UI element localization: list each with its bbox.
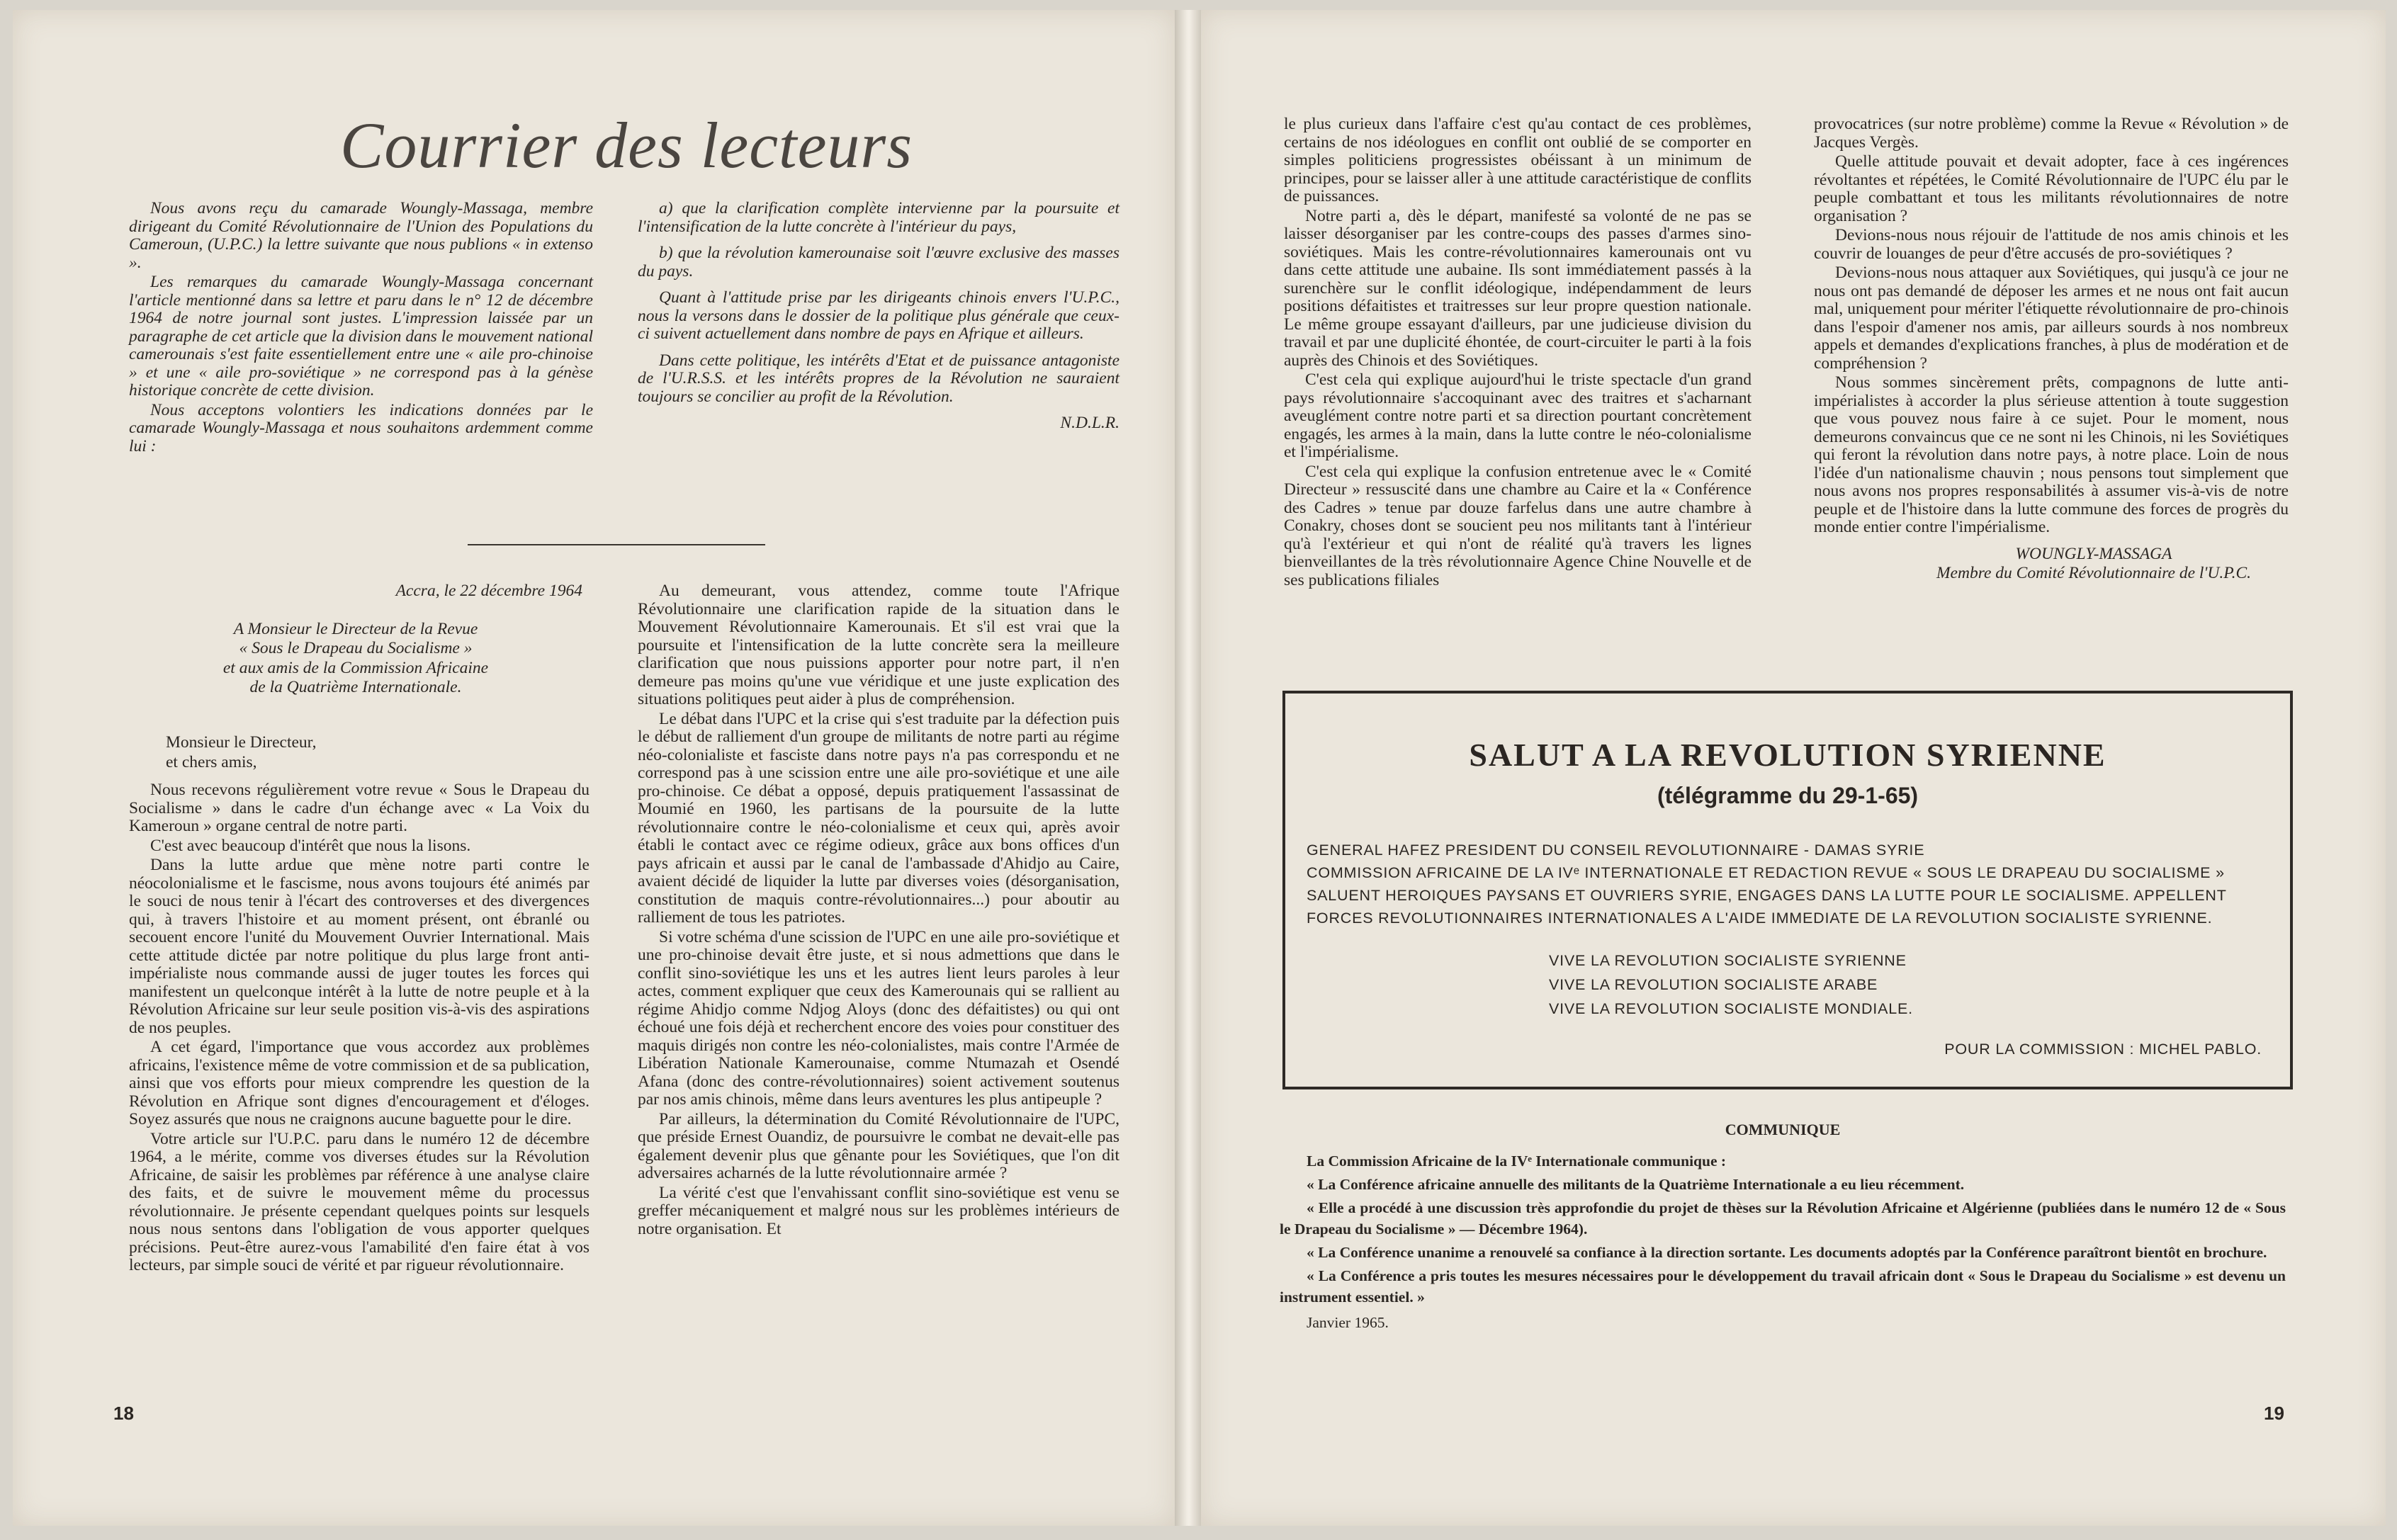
communique-paragraph: « La Conférence africaine annuelle des militants de la Quatrième Internationale a eu lieu récemment. [1307,1176,1965,1193]
body-paragraph: Au demeurant, vous attendez, comme toute l'Afrique Révolutionnaire une clarification rapide de la situation dans le Mouvement Révolutionnaire Kamerounais. Et s'il est vrai que la poursuite et l'intensification de la lutte concrète sera la meilleure clarification que nous puissions apporter pour notre part, il n'en demeure pas moins qu'une vue véridique et une juste explication des situations politiques peut aider à plus de compréhension. [638,582,1119,708]
telegram-signature: POUR LA COMMISSION : MICHEL PABLO. [1944,1041,2262,1058]
intro-paragraph: Nous avons reçu du camarade Woungly-Massaga, membre dirigeant du Comité Révolutionnaire de l'Union des Populations du Cameroun, (U.P.C.) la lettre suivante que nous publions « in extenso ». [129,199,593,272]
letter-column-4 [1814,115,2289,584]
telegram-line: GENERAL HAFEZ PRESIDENT DU CONSEIL REVOLUTIONNAIRE - DAMAS SYRIE [1307,842,1925,859]
book-spine [1175,10,1201,1526]
telegram-title: SALUT A LA REVOLUTION SYRIENNE [1469,737,2106,773]
communique-paragraph: « Elle a procédé à une discussion très approfondie du projet de thèses sur la Révolution Africaine et Algérienne (publiées dans le numéro 12 de « Sous le Drapeau du Socialisme » — Décembre 1964). [1280,1199,2286,1238]
communique-paragraph: La Commission Africaine de la IVᵉ Internationale communique : [1307,1153,1727,1170]
salutation-line: Monsieur le Directeur, [166,733,317,752]
letter-column-1 [129,734,590,1276]
body-paragraph: Par ailleurs, la détermination du Comité Révolutionnaire de l'UPC, que préside Ernest Ouandiz, de poursuivre le combat ne devait-elle pas également devenir plus que gênante pour les Soviétiques, que l'on dit adversaires acharnés de la lutte révolutionnaire armée ? [638,1109,1119,1182]
communique-paragraph: « La Conférence unanime a renouvelé sa confiance à la direction sortante. Les documents adoptés par la Conférence paraîtront bientôt en brochure. [1307,1244,2267,1261]
letter-column-3 [1284,115,1752,591]
intro-right-paragraph: Quant à l'attitude prise par les dirigeants chinois envers l'U.P.C., nous la versons dans le dossier de la politique plus générale que ceux-ci suivent actuellement dans nombre de pays en Afrique et ailleurs. [638,288,1119,343]
salutation-line: et chers amis, [166,752,257,771]
intro-right-paragraph: Dans cette politique, les intérêts d'Etat et de puissance antagoniste de l'U.R.S.S. et les intérêts propres de la Révolution ne sauraient toujours se concilier au profit de la Révolution. [638,351,1119,406]
communique-heading: COMMUNIQUE [1725,1121,1841,1138]
slogan-line: VIVE LA REVOLUTION SOCIALISTE SYRIENNE [1549,952,1907,969]
slogan-line: VIVE LA REVOLUTION SOCIALISTE ARABE [1549,976,1878,993]
address-line: et aux amis de la Commission Africaine [222,658,489,677]
body-paragraph: Nous recevons régulièrement votre revue « Sous le Drapeau du Socialisme » dans le cadre d'un échange avec « La Voix du Kameroun » organe central de notre parti. [129,781,590,835]
telegram-box [1282,691,2293,1089]
body-paragraph: C'est cela qui explique aujourd'hui le triste spectacle d'un grand pays révolutionnaire s'accoquinant avec des traitres et s'acharnant aveuglément contre notre parti et sa direction pourtant concrètement engagés, les armes à la main, dans la lutte contre le néo-colonialisme et l'impérialisme. [1284,370,1752,461]
body-paragraph: Quelle attitude pouvait et devait adopter, face à ces ingérences révoltantes et répétées, le Comité Révolutionnaire de l'UPC élu par le peuple combattant et tous les militants révolutionnaires de notre organisation ? [1814,152,2289,225]
page-title: Courrier des lecteurs [340,109,913,181]
telegram-subtitle: (télégramme du 29-1-65) [1657,783,1919,808]
page-number-left: 18 [113,1403,134,1424]
body-paragraph: C'est cela qui explique la confusion entretenue avec le « Comité Directeur » ressuscité dans une chambre au Caire et la « Conférence des Cadres » tenue par douze farfelus dans une autre chambre à Conakry, choses dont se soucient peu nos militants tant à l'intérieur qu'à l'extérieur et qui n'ont de réalité qu'à travers les lignes bienveillantes de la très révolutionnaire Agence Chine Nouvelle et de ses publications filiales [1284,462,1752,589]
telegram-body [1307,839,2270,929]
body-paragraph: Le débat dans l'UPC et la crise qui s'est traduite par la défection puis le début de ralliement d'un groupe de militants de notre parti au régime néo-colonialiste et fasciste dans notre pays n'a pas correspondu et ne correspond pas à une scission entre une aile pro-soviétique et une aile pro-chinoise. Ce débat a opposé, depuis pratiquement l'assassinat de Moumié en 1960, les partisans de la poursuite de la lutte révolutionnaire contre le néo-colonialisme et ceux qui, après avoir établi le contact avec ce régime odieux, grâce aux bons offices d'un pays africain et aussi par le canal de l'ambassade d'Ahidjo au Caire, avaient décidé de liquider la lutte par diverses voies (désorganisation, constitution de maquis contre-révolutionnaires...) pour aboutir au ralliement de tous les patriotes. [638,709,1119,927]
letter-column-2 [638,582,1119,1240]
intro-paragraph: Les remarques du camarade Woungly-Massaga concernant l'article mentionné dans sa lettre et paru dans le n° 12 de décembre 1964 de notre journal sont justes. L'impression laissée par un paragraphe de cet article que la division dans le mouvement national camerounais s'est faite essentiellement entre une « aile pro-chinoise » et une « aile pro-soviétique » ne correspond pas à la génèse historique concrète de cette division. [129,273,593,400]
communique-date: Janvier 1965. [1307,1314,1389,1331]
ndlr-sign: N.D.L.R. [1060,414,1119,432]
letter-date: Accra, le 22 décembre 1964 [395,582,582,600]
body-paragraph: C'est avec beaucoup d'intérêt que nous la lisons. [150,836,471,855]
communique-paragraph: « La Conférence a pris toutes les mesures nécessaires pour le développement du travail africain dont « Sous le Drapeau du Socialisme » est devenu un instrument essentiel. » [1280,1267,2286,1306]
page-number-right: 19 [2264,1403,2284,1424]
body-paragraph: Si votre schéma d'une scission de l'UPC en une aile pro-soviétique et une pro-chinoise devait être juste, et si nous admettions que dans le conflit sino-soviétique les uns et les autres lient leurs paroles à leur actes, comment expliquer que ceux des Kamerounais qui se rallient au régime Ahidjo comme Ndjog Aloys (donc des défaitistes) ou qui ont échoué une fois déjà et recherchent encore des voies pour constituer des maquis dirigés non contre les néo-colonialistes, mais contre l'Armée de Libération Nationale Kamerounaise, comme Ntumazah et Osendé Afana (donc des contre-révolutionnaires) soient activement soutenus par nos amis chinois, même dans leurs aventures les plus antipeuple ? [638,927,1119,1109]
address-line: de la Quatrième Internationale. [249,678,462,696]
divider-rule [468,544,765,545]
communique-section [1280,1119,2286,1335]
letter-header [129,582,582,698]
intro-right-paragraph: b) que la révolution kamerounaise soit l'œuvre exclusive des masses du pays. [638,244,1119,281]
slogan-line: VIVE LA REVOLUTION SOCIALISTE MONDIALE. [1549,1000,1913,1017]
intro-right-column [638,200,1119,434]
body-paragraph: Dans la lutte ardue que mène notre parti contre le néocolonialisme et le fascisme, nous avons toujours été animés par le souci de nous tenir à l'écart des controverses et des divergences qui, à travers l'histoire et au moment présent, ont ébranlé ou secouent encore l'unité du Mouvement Ouvrier International. Mais cette attitude dictée par notre politique du plus large front anti-impérialiste nous commande aussi de juger toutes les forces qui manifestent un quelconque intérêt à la lutte de notre peuple et à la Révolution Africaine sur leur seule position vis-à-vis des aspirations de nos peuples. [129,856,590,1037]
intro-right-paragraph: a) que la clarification complète intervienne par la poursuite et l'intensification de la lutte concrète à l'intérieur du pays, [638,199,1119,236]
telegram-slogans [1549,949,2187,1021]
address-line: A Monsieur le Directeur de la Revue [233,619,478,638]
body-paragraph: La vérité c'est que l'envahissant conflit sino-soviétique est venu se greffer mécaniquement et malgré nous sur les problèmes intérieurs de notre organisation. Et [638,1183,1119,1238]
address-line: « Sous le Drapeau du Socialisme » [239,639,473,657]
signature-role: Membre du Comité Révolutionnaire de l'U.P.C. [1936,564,2252,582]
body-paragraph: le plus curieux dans l'affaire c'est qu'au contact de ces problèmes, certains de nos idéologues en conflit ont oublié de se comporter en simples politiciens progressistes obéissant à un minimum de principes, pour se laisser aller à une attitude caractéristique de conflits de puissances. [1284,115,1752,205]
body-paragraph: Devions-nous nous réjouir de l'attitude de nos amis chinois et les couvrir de louanges de peur d'être accusés de pro-soviétiques ? [1814,226,2289,263]
body-paragraph: provocatrices (sur notre problème) comme la Revue « Révolution » de Jacques Vergès. [1814,115,2289,152]
telegram-line: COMMISSION AFRICAINE DE LA IVᵉ INTERNATIONALE ET REDACTION REVUE « SOUS LE DRAPEAU DU SOCIALISME » SALUENT HEROIQUES PAYSANS ET OUVRIERS SYRIE, ENGAGES DANS LA LUTTE POUR LE SOCIALISME. APPELLENT FORCES REVOLUTIONNAIRES INTERNATIONALES A L'AIDE IMMEDIATE DE LA REVOLUTION SOCIALISTE SYRIENNE. [1307,864,2227,927]
intro-column [129,200,593,457]
body-paragraph: Nous sommes sincèrement prêts, compagnons de lutte anti-impérialistes à accorder la plus sérieuse attention à toute suggestion que vous pouvez nous faire à ce sujet. Pour le moment, nous demeurons convaincus que ce ne sont ni les Chinois, ni les Soviétiques qui feront la révolution dans notre pays, à notre place. Loin de nous l'idée d'un nationalisme chauvin ; nous pensons tout simplement que nous avons nos propres responsabilités à assumer vis-à-vis de notre peuple et de l'histoire dans la lutte commune des forces de progrès du monde entier contre l'impérialisme. [1814,373,2289,536]
intro-paragraph: Nous acceptons volontiers les indications données par le camarade Woungly-Massaga et nous souhaitons ardemment comme lui : [129,400,593,455]
body-paragraph: A cet égard, l'importance que vous accordez aux problèmes africains, l'existence même de votre commission et de sa publication, ainsi que vos efforts pour mieux comprendre les question de la Révolution en Afrique sont dignes d'encouragement et d'éloges. Soyez assurés que nous ne craignons aucune baguette pour le dire. [129,1038,590,1128]
signature-name: WOUNGLY-MASSAGA [2015,544,2172,563]
body-paragraph: Votre article sur l'U.P.C. paru dans le numéro 12 de décembre 1964, a le mérite, comme vos diverses études sur la Révolution Africaine, de saisir les problèmes par référence à une analyse claire des faits, et de suivre le mouvement même du processus révolutionnaire. Je présente cependant quelques points sur lesquels nous nous sentons dans l'obligation de vous apporter quelques précisions. Peut-être aurez-vous l'amabilité d'en faire état à vos lecteurs, par simple souci de vérité et par rigueur révolutionnaire. [129,1129,590,1274]
body-paragraph: Notre parti a, dès le départ, manifesté sa volonté de ne pas se laisser désorganiser par les contre-coups des passes d'armes sino-soviétiques. Mais les contre-révolutionnaires kamerounais ont vu dans cette attitude une aubaine. Ils sont immédiatement passés à la surenchère sur le conflit idéologique, indépendamment de leurs positions défaitistes et traitresses sur leur propre question nationale. Le même groupe essayant d'ailleurs, par une judicieuse division du travail et par une duplicité éhontée, de court-circuiter le parti à la fois auprès des Chinois et des Soviétiques. [1284,206,1752,370]
body-paragraph: Devions-nous nous attaquer aux Soviétiques, qui jusqu'à ce jour ne nous ont pas demandé de déposer les armes et ne nous ont fait aucun mal, uniquement pour mériter l'étiquette révolutionnaire de pro-chinois dans l'espoir d'amener nos amis, par ailleurs sourds à nos nombreux appels et demandes d'explications franches, à plus de modération et de compréhension ? [1814,264,2289,373]
